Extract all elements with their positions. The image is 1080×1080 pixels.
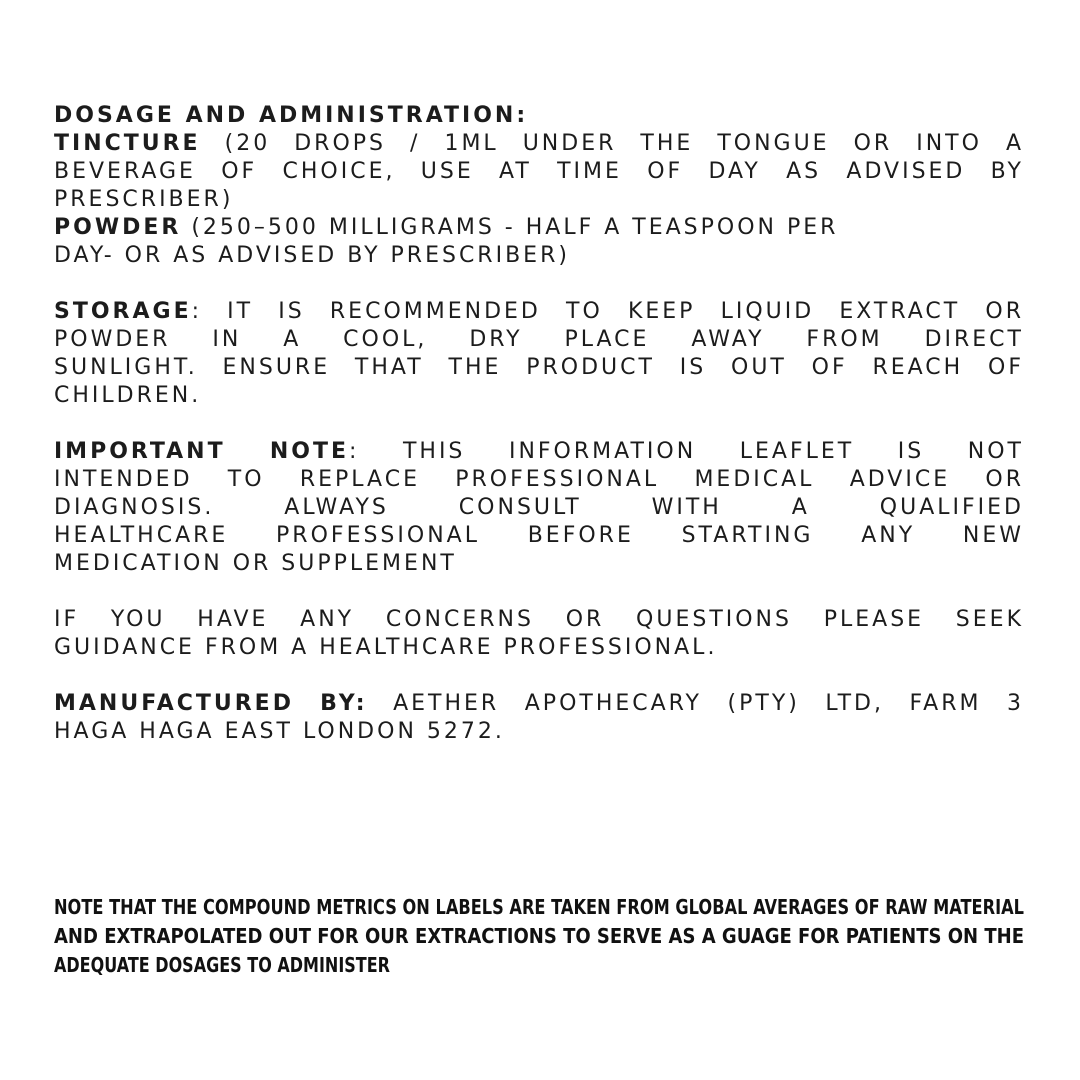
leaflet-body — [54, 102, 1024, 746]
tincture-line-1 — [54, 130, 1024, 158]
concerns-line-1: IF YOU HAVE ANY CONCERNS OR QUESTIONS PLEASE SEEK — [54, 607, 1024, 632]
dosage-section — [54, 102, 1024, 270]
important-line-4: HEALTHCARE PROFESSIONAL BEFORE STARTING ANY NEW — [54, 523, 1024, 548]
storage-label: STORAGE — [54, 299, 192, 324]
manufacturer-section — [54, 690, 1024, 746]
manufacturer-line-2: HAGA HAGA EAST LONDON 5272. — [54, 719, 505, 744]
manufacturer-line-1 — [54, 690, 1024, 718]
tincture-text-1: (20 DROPS / 1ML UNDER THE TONGUE OR INTO A — [224, 131, 1024, 156]
powder-line-1 — [54, 214, 1024, 242]
footer-text-1: NOTE THAT THE COMPOUND METRICS ON LABELS ARE TAKEN FROM GLOBAL AVERAGES OF RAW MATERIAL — [54, 895, 1024, 919]
storage-line-1 — [54, 298, 1024, 326]
compound-metrics-note — [54, 893, 1024, 980]
footer-line-2 — [54, 922, 1024, 951]
concerns-section — [54, 606, 1024, 662]
important-note-section — [54, 438, 1024, 578]
tincture-label: TINCTURE — [54, 131, 201, 156]
footer-line-1 — [54, 893, 1024, 922]
important-line-1 — [54, 438, 1024, 466]
important-line-3: DIAGNOSIS. ALWAYS CONSULT WITH A QUALIFIED — [54, 495, 1024, 520]
tincture-line-2: BEVERAGE OF CHOICE, USE AT TIME OF DAY AS ADVISED BY — [54, 159, 1024, 184]
important-line-5: MEDICATION OR SUPPLEMENT — [54, 551, 457, 576]
manufacturer-label: MANUFACTURED BY: — [54, 691, 368, 716]
footer-text-3: ADEQUATE DOSAGES TO ADMINISTER — [54, 953, 390, 977]
dosage-heading: DOSAGE AND ADMINISTRATION: — [54, 103, 529, 128]
footer-text-2: AND EXTRAPOLATED OUT FOR OUR EXTRACTIONS TO SERVE AS A GUAGE FOR PATIENTS ON THE — [54, 924, 1024, 948]
tincture-line-3: PRESCRIBER) — [54, 187, 234, 212]
footer-line-3 — [54, 951, 1024, 980]
powder-label: POWDER — [54, 215, 182, 240]
storage-line-2: POWDER IN A COOL, DRY PLACE AWAY FROM DIRECT — [54, 327, 1024, 352]
powder-text-1: (250–500 MILLIGRAMS - HALF A TEASPOON PER — [191, 215, 839, 240]
important-line-2: INTENDED TO REPLACE PROFESSIONAL MEDICAL ADVICE OR — [54, 467, 1024, 492]
storage-line-4: CHILDREN. — [54, 383, 202, 408]
storage-section — [54, 298, 1024, 410]
important-text-1: : THIS INFORMATION LEAFLET IS NOT — [348, 439, 1024, 464]
concerns-line-2: GUIDANCE FROM A HEALTHCARE PROFESSIONAL. — [54, 635, 718, 660]
powder-line-2: DAY- OR AS ADVISED BY PRESCRIBER) — [54, 243, 570, 268]
important-label: IMPORTANT NOTE — [54, 439, 349, 464]
storage-line-3: SUNLIGHT. ENSURE THAT THE PRODUCT IS OUT OF REACH OF — [54, 355, 1024, 380]
storage-text-1: : IT IS RECOMMENDED TO KEEP LIQUID EXTRACT OR — [191, 299, 1024, 324]
manufacturer-text-1: AETHER APOTHECARY (PTY) LTD, FARM 3 — [367, 691, 1024, 716]
